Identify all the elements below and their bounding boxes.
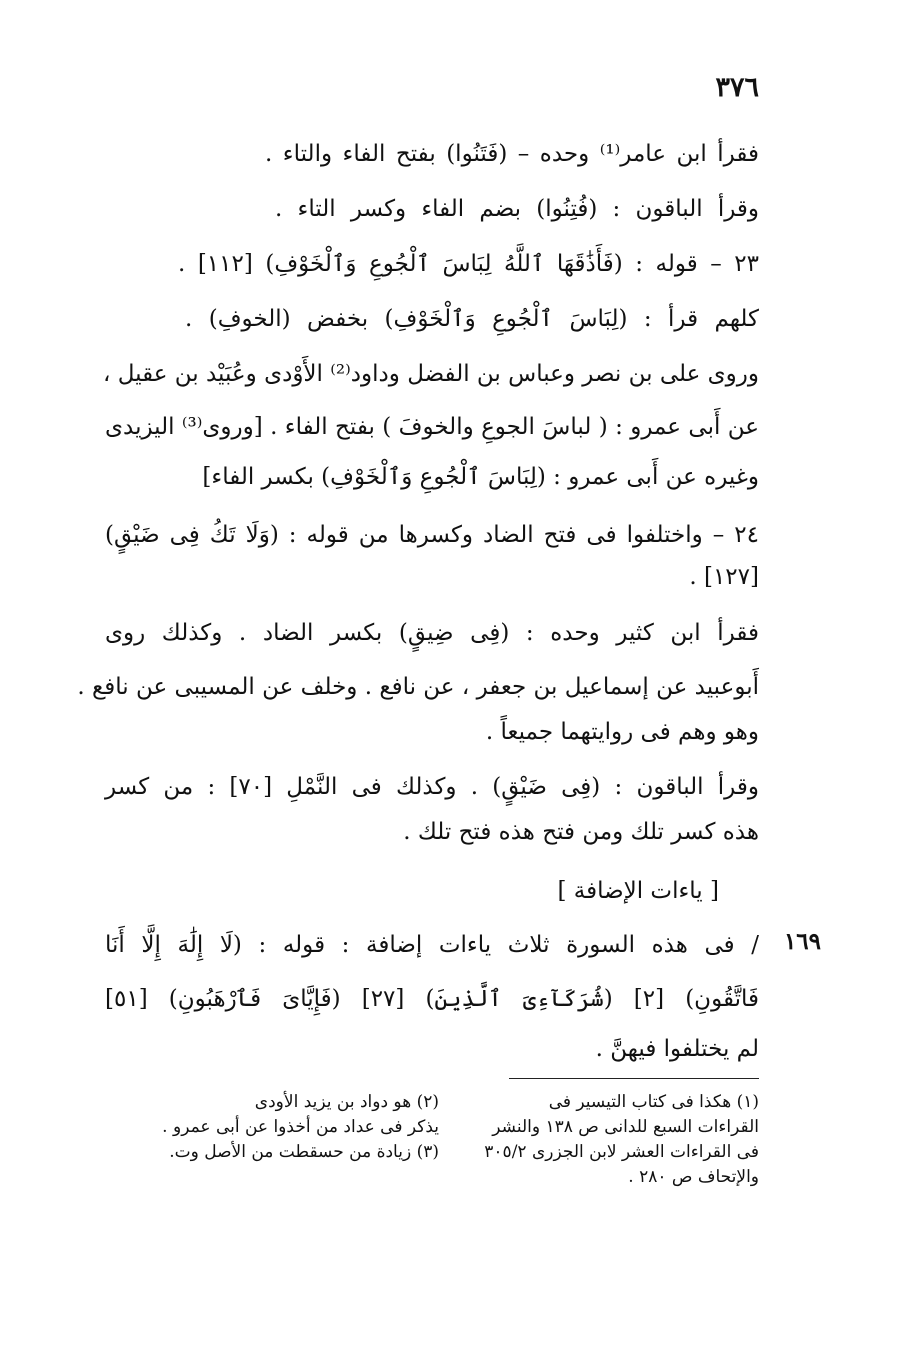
- section-heading: [ ياءات الإضافة ]: [557, 878, 719, 904]
- body-line-10: فقرأ ابن كثير وحده : (فِى ضِيقٍ) بكسر الضاد . وكذلك روى: [105, 620, 759, 646]
- body-line-7: وغيره عن أَبى عمرو : (لِبَاسَ ٱلْجُوعِ وَٱلْخَوْفِ) بكسر الفاء]: [202, 464, 759, 490]
- footnotes-left-column: [89, 1090, 439, 1165]
- body-line-8: ٢٤ – واختلفوا فى فتح الضاد وكسرها من قوله : (وَلَا تَكُ فِى ضَيْقٍ): [105, 522, 759, 548]
- footnote-line: (١) هكذا فى كتاب التيسير فى: [548, 1092, 759, 1112]
- footnote-line: (٣) زيادة من حسقطت من الأصل وت.: [169, 1142, 439, 1162]
- body-line-14: هذه كسر تلك ومن فتح هذه فتح تلك .: [403, 819, 759, 845]
- body-line-16: / فى هذه السورة ثلاث ياءات إضافة : قوله : (لَا إِلَٰهَ إِلَّا أَنَا: [105, 932, 759, 958]
- footnotes-right-column: [459, 1090, 759, 1190]
- footnote-line: القراءات السبع للدانى ص ١٣٨ والنشر: [492, 1117, 759, 1137]
- body-line-1: فقرأ ابن عامر⁽¹⁾ وحده – (فَتَنُوا) بفتح الفاء والتاء .: [265, 141, 759, 167]
- body-line-17: فَاتَّقُونِ) [٢] (شُرَكَآءِىَ ٱلَّذِينَ) [٢٧] (فَإِيَّاىَ فَٱرْهَبُونِ) [٥١]: [105, 986, 759, 1012]
- body-line-12: وهو وهم فى روايتهما جميعاً .: [485, 719, 759, 745]
- footnote-line: يذكر فى عداد من أخذوا عن أبى عمرو .: [162, 1117, 439, 1137]
- page-number: ٣٧٦: [715, 72, 759, 103]
- body-line-2: وقرأ الباقون : (فُتِنُوا) بضم الفاء وكسر التاء .: [275, 196, 759, 222]
- body-line-9: [١٢٧] .: [689, 564, 759, 590]
- body-line-18: لم يختلفوا فيهنَّ .: [595, 1036, 759, 1062]
- footnote-line: (٢) هو دواد بن يزيد الأودى: [254, 1092, 439, 1112]
- footnote-line: والإتحاف ص ٢٨٠ .: [628, 1167, 759, 1187]
- body-line-13: وقرأ الباقون : (فِى ضَيْقٍ) . وكذلك فى النَّمْلِ [٧٠] : من كسر: [105, 774, 759, 800]
- body-line-5: وروى على بن نصر وعباس بن الفضل وداود⁽²⁾ الأَوْدى وعُبَيْد بن عقيل ،: [103, 361, 759, 387]
- body-line-6: عن أَبى عمرو : ( لباسَ الجوعِ والخوفَ ) بفتح الفاء . [وروى⁽³⁾ اليزيدى: [105, 414, 759, 440]
- body-line-11: أَبوعبيد عن إسماعيل بن جعفر ، عن نافع . وخلف عن المسيبى عن نافع .: [77, 674, 759, 700]
- margin-number: ١٦٩: [783, 928, 821, 955]
- body-line-3: ٢٣ – قوله : (فَأَذَٰقَهَا ٱللَّهُ لِبَاسَ ٱلْجُوعِ وَٱلْخَوْفِ) [١١٢] .: [178, 251, 759, 277]
- body-line-4: كلهم قرأ : (لِبَاسَ ٱلْجُوعِ وَٱلْخَوْفِ) بخفض (الخوفِ) .: [185, 306, 759, 332]
- footnote-rule: [509, 1078, 759, 1079]
- footnote-line: فى القراءات العشر لابن الجزرى ٣٠٥/٢: [484, 1142, 759, 1162]
